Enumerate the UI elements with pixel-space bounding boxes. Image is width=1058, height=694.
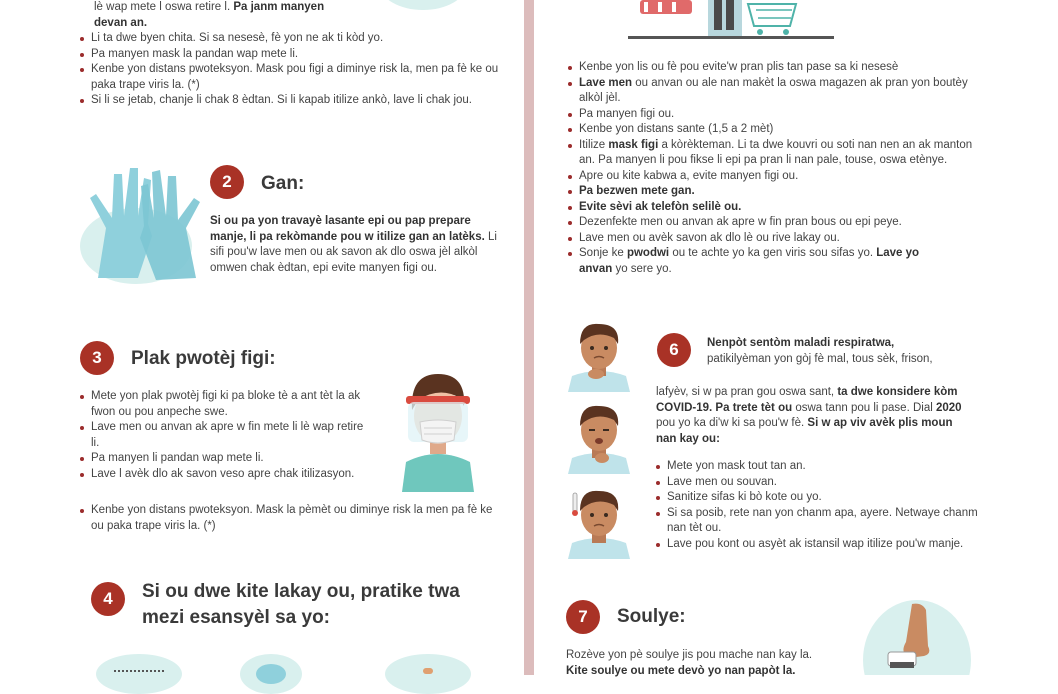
list-item: Lave men ou avèk savon ak dlo lè ou rive lakay ou. [568, 231, 988, 247]
section-6-title: Nenpòt sentòm maladi respiratwa, [707, 337, 895, 349]
section-2-title: Gan: [261, 173, 305, 194]
hands-icon [423, 668, 433, 674]
gloves-icon [78, 158, 204, 290]
dotted-line-icon [114, 670, 164, 675]
left-top-intro [94, 0, 384, 31]
section-6-number: 6 [657, 333, 691, 367]
section-3-number: 3 [80, 341, 114, 375]
list-item: Pa manyen mask la pandan wap mete li. [80, 47, 505, 63]
section-2-text [210, 214, 510, 276]
section-3-bullets-extra [80, 503, 500, 534]
list-item: Si li se jetab, chanje li chak 8 èdtan. Si li kapab itilize ankò, lave li chak jou. [80, 93, 505, 109]
list-item: Evite sèvi ak telefòn selilè ou. [568, 200, 988, 216]
section-7-text [566, 648, 866, 679]
list-item: Kenbe yon distans pwoteksyon. Mask la pèmèt ou diminye risk la men pa fè ke ou paka trape viris la. (*) [80, 503, 500, 534]
section-4-number: 4 [91, 582, 125, 616]
right-top-bullets [568, 60, 988, 277]
feet-shoes-icon [862, 598, 972, 675]
symptom-face-1 [566, 322, 632, 397]
list-item: Mete yon plak pwotèj figi ki pa bloke tè a ant tèt la ak fwon ou pou anpeche swe. [80, 389, 365, 420]
section-7-line2: Kite soulye ou mete devò yo nan papòt la. [566, 664, 796, 677]
list-item: Lave pou kont ou asyèt ak istansil wap itilize pou'w manje. [656, 537, 986, 553]
section-7-title: Soulye: [617, 606, 686, 627]
list-item: Apre ou kite kabwa a, evite manyen figi ou. [568, 169, 988, 185]
list-item: Sonje ke pwodwi ou te achte yo ka gen viris sou sifas yo. Lave yo anvan yo sere yo. [568, 246, 988, 277]
mask-icon [256, 664, 286, 684]
list-item: Mete yon mask tout tan an. [656, 459, 986, 475]
section-4-title-line1: Si ou dwe kite lakay ou, pratike twa [142, 581, 460, 602]
list-item: Lave men ou anvan ou ale nan makèt la oswa magazen ak pran yon boutèy alkòl jèl. [568, 76, 988, 107]
sore-throat-person-icon [566, 322, 632, 392]
list-item: Lave l avèk dlo ak savon veso apre chak itilizasyon. [80, 467, 365, 483]
fever-person-icon [566, 489, 632, 559]
left-top-bullets [80, 31, 505, 109]
gloves-illustration [78, 158, 204, 295]
section-4-title-line2: mezi esansyèl sa yo: [142, 607, 330, 628]
list-item: Lave men ou souvan. [656, 475, 986, 491]
intro-line-1: lè wap mete l oswa retire l. [94, 1, 234, 13]
intro-line-2: devan an. [94, 16, 148, 29]
illustration-bubble-top [380, 0, 466, 10]
face-shield-person-icon [396, 366, 480, 492]
shopping-cart-icon [628, 0, 838, 40]
section-2-bold: Si ou pa yon travayè lasante epi ou pap prepare manje, li pa rekòmande pou w itilize gan an latèks. [210, 215, 485, 243]
list-item: Pa manyen li pandan wap mete li. [80, 451, 365, 467]
list-item: Dezenfekte men ou anvan ak apre w fin pran bous ou epi peye. [568, 215, 988, 231]
list-item: Li ta dwe byen chita. Si sa nesesè, fè yon ne ak ti kòd yo. [80, 31, 505, 47]
list-item: Pa manyen figi ou. [568, 107, 988, 123]
list-item: Itilize mask figi a kòrèkteman. Li ta dwe kouvri ou soti nan nen an ak manton an. Pa manyen li pou fikse li epi pa pran li nan pale, touse, oswa etènye. [568, 138, 988, 169]
measure-illustration-3 [385, 654, 471, 694]
section-3-title: Plak pwotèj figi: [131, 348, 276, 369]
intro-bold: Pa janm manyen [233, 1, 325, 13]
shoes-illustration [862, 598, 972, 680]
section-6-bullets [656, 459, 986, 552]
list-item: Kenbe yon distans pwoteksyon. Mask pou figi a diminye risk la, men pa fè ke ou paka trape viris la. (*) [80, 62, 505, 93]
section-6-subtitle: patikilyèman yon gòj fè mal, tous sèk, frison, [707, 352, 933, 365]
list-item: Kenbe yon lis ou fè pou evite'w pran plis tan pase sa ki nesesè [568, 60, 988, 76]
section-4-title [142, 579, 460, 631]
section-6-paragraph: lafyèv, si w pa pran gou oswa sant, ta dwe konsidere kòm COVID-19. Pa trete tèt ou oswa tann pou li pase. Dial 2020 pou yo ka di'w ki sa pou'w fè. Si w ap viv avèk plis moun nan kay ou: [656, 386, 962, 445]
list-item: Si sa posib, rete nan yon chanm apa, ayere. Netwaye chanm nan tèt ou. [656, 506, 986, 537]
section-2-number: 2 [210, 165, 244, 199]
section-2-body: Li sifi pou'w lave men ou ak savon ak dlo oswa jèl alkòl omwen chak èdtan, epi evite manyen figi ou. [210, 230, 497, 274]
cough-person-icon [566, 404, 632, 474]
list-item: Lave men ou anvan ak apre w fin mete li lè wap retire li. [80, 420, 365, 451]
list-item: Kenbe yon distans sante (1,5 a 2 mèt) [568, 122, 988, 138]
shopping-illustration [628, 0, 838, 45]
section-7-number: 7 [566, 600, 600, 634]
section-7-line1: Rozève yon pè soulye jis pou mache nan kay la. [566, 649, 813, 661]
face-shield-illustration [396, 366, 480, 497]
measure-illustration-2 [240, 654, 302, 694]
section-3-bullets [80, 389, 365, 482]
list-item: Pa bezwen mete gan. [568, 184, 988, 200]
symptom-face-2 [566, 404, 632, 479]
center-divider [524, 0, 534, 675]
symptom-face-3 [566, 489, 632, 564]
measure-illustration-1 [96, 654, 182, 694]
section-6-header [707, 336, 987, 367]
list-item: Sanitize sifas ki bò kote ou yo. [656, 490, 986, 506]
